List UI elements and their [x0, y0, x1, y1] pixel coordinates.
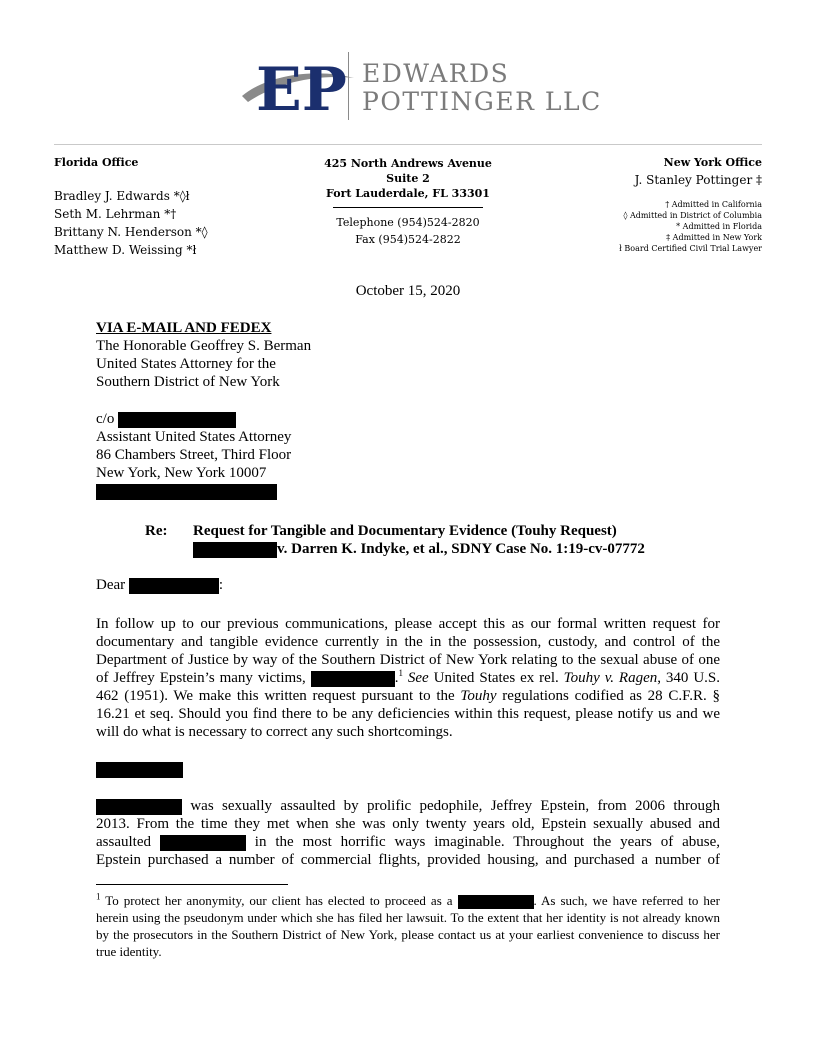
paragraph-line [96, 797, 720, 815]
office-address-block [316, 156, 500, 248]
footnote-ref: 1 [398, 668, 403, 678]
admission-notes [619, 199, 762, 254]
letter-date: October 15, 2020 [355, 283, 461, 299]
admission-note: * Admitted in Florida [676, 222, 762, 231]
footnote [96, 892, 720, 960]
care-of-block [96, 410, 291, 500]
florida-office-block [54, 156, 208, 259]
redaction-box [118, 412, 236, 428]
recipient-line: New York, New York 10007 [96, 465, 267, 481]
attorney-name: J. Stanley Pottinger ‡ [634, 173, 762, 187]
redacted-heading [96, 761, 183, 779]
salutation-word: Dear [96, 577, 126, 593]
admission-note: † Admitted in California [665, 200, 762, 209]
recipient-line: United States Attorney for the [96, 356, 276, 372]
redaction-box [311, 671, 395, 687]
delivery-method: VIA E-MAIL AND FEDEX [96, 320, 272, 336]
florida-office-title: Florida Office [54, 156, 139, 169]
redaction-box [160, 835, 246, 851]
admission-note: ◊ Admitted in District of Columbia [623, 211, 762, 220]
redaction-box [96, 799, 182, 815]
re-line: v. Darren K. Indyke, et al., SDNY Case No. 1:19-cv-07772 [277, 541, 645, 557]
fax: Fax (954)524-2822 [355, 233, 461, 246]
address-line: Suite 2 [386, 172, 430, 185]
paragraph-text: in the most horrific ways imaginable. Throughout the years of abuse, [254, 834, 721, 850]
body-paragraph-2 [96, 797, 720, 869]
paragraph-text: In follow up to our previous communications, please accept this as our formal written request for documentary and tangible evidence currently in the in the possession, custody, and control of the Department of Justice by way of the Southern District of New York relating to the sexual abuse of one of Jeffrey Epstein’s many victims, [96, 616, 720, 686]
paragraph-line: Epstein purchased a number of commercial flights, provided housing, and purchased a number of [96, 852, 720, 868]
salutation [96, 576, 223, 594]
body-paragraph-1 [96, 615, 720, 741]
new-york-office-block [619, 156, 762, 254]
recipient-block [96, 319, 311, 391]
header-rule [54, 144, 762, 145]
care-of-label: c/o [96, 411, 115, 427]
telephone: Telephone (954)524-2820 [336, 216, 480, 229]
paragraph-text: assaulted [96, 834, 151, 850]
recipient-line: 86 Chambers Street, Third Floor [96, 447, 292, 463]
footnote-text: . As such, we have referred to her herein using the pseudonym under which she has filed her lawsuit. To the extent that her identity is not already known by the prosecutors in the Southern District of New York, please contact us at your earliest convenience to discuss her true identity. [96, 893, 720, 960]
paragraph-text: , 340 U.S. 462 (1951). We make this written request pursuant to the [96, 670, 721, 704]
re-line: Request for Tangible and Documentary Evidence (Touhy Request) [193, 523, 617, 539]
regulation-name: Touhy [460, 688, 497, 704]
case-name: Touhy v. Ragen [563, 670, 658, 686]
firm-name-line1: EDWARDS [362, 59, 510, 88]
firm-logo [238, 52, 356, 116]
citation-signal: See [407, 670, 429, 686]
recipient-line: The Honorable Geoffrey S. Berman [96, 338, 312, 354]
salutation-colon: : [218, 577, 224, 593]
paragraph-text: . [394, 670, 399, 686]
admission-note: ‡ Admitted in New York [666, 233, 762, 242]
paragraph-text: United States ex rel. [433, 670, 559, 686]
recipient-line: Southern District of New York [96, 374, 280, 390]
admission-note: ł Board Certified Civil Trial Lawyer [619, 244, 762, 253]
attorney-name: Seth M. Lehrman *† [54, 207, 177, 221]
firm-name [362, 60, 602, 116]
redaction-box [96, 484, 277, 500]
recipient-line: Assistant United States Attorney [96, 429, 292, 445]
re-subject [193, 522, 645, 558]
address-divider [333, 207, 483, 208]
address-line: Fort Lauderdale, FL 33301 [326, 187, 490, 200]
attorney-name: Matthew D. Weissing *ł [54, 243, 197, 257]
redaction-box [458, 895, 534, 909]
logo-monogram: EP [256, 55, 347, 116]
firm-name-line2: POTTINGER LLC [362, 87, 602, 116]
new-york-office-title: New York Office [663, 156, 762, 169]
redaction-box [193, 542, 277, 558]
paragraph-text: was sexually assaulted by prolific pedophile, Jeffrey Epstein, from 2006 through [190, 798, 721, 814]
paragraph-text: regulations codified as 28 C.F.R. § 16.21 et seq. Should you find there to be any deficiencies within this request, please notify us and we will do what is necessary to correct any such shortcomings. [96, 688, 720, 740]
address-line: 425 North Andrews Avenue [324, 157, 492, 170]
logo-divider [348, 52, 349, 120]
paragraph-line: 2013. From the time they met when she was only twenty years old, Epstein sexually abused and [96, 816, 720, 832]
footnote-number: 1 [96, 891, 101, 902]
paragraph-line [96, 833, 720, 851]
redaction-box [96, 762, 183, 778]
attorney-name: Brittany N. Henderson *◊ [54, 225, 208, 239]
footnote-text: To protect her anonymity, our client has elected to proceed as a [105, 893, 453, 908]
re-label: Re: [145, 523, 168, 539]
redaction-box [129, 578, 219, 594]
attorney-name: Bradley J. Edwards *◊ł [54, 189, 190, 203]
footnote-rule [96, 884, 288, 885]
